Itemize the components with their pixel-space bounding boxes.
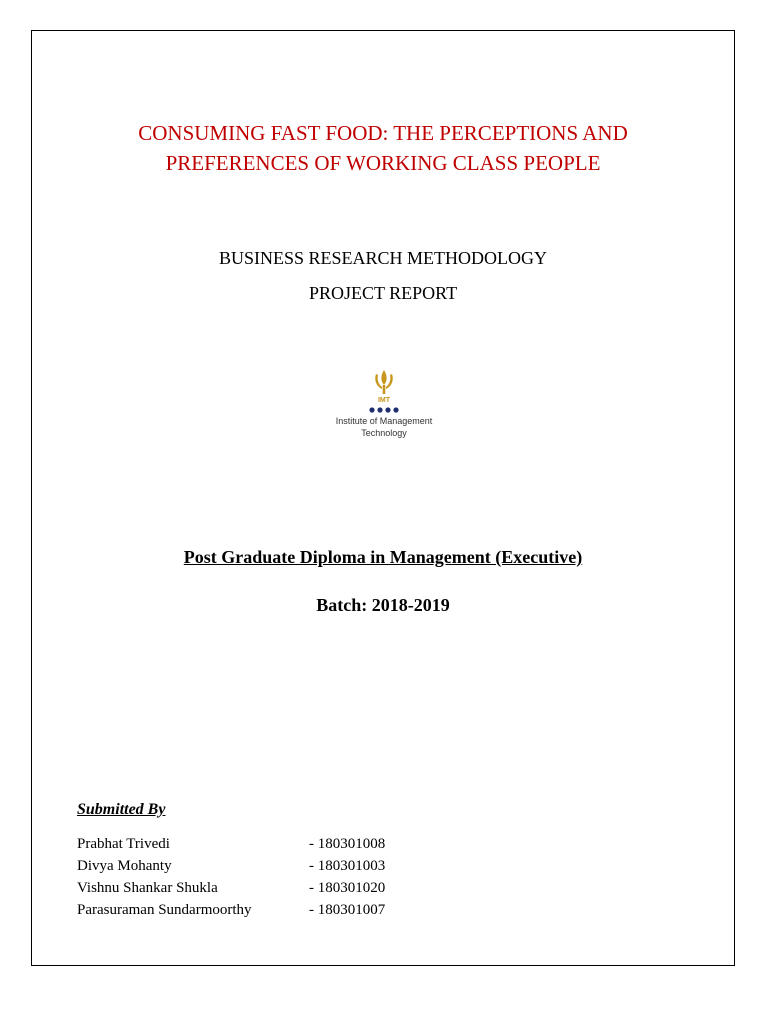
- program-name: Post Graduate Diploma in Management (Executive): [183, 547, 583, 567]
- imt-logo: [318, 366, 450, 444]
- course-name: BUSINESS RESEARCH METHODOLOGY: [218, 248, 548, 268]
- member-id: - 180301007: [309, 902, 386, 918]
- member-row: [77, 855, 477, 877]
- member-name: Vishnu Shankar Shukla: [77, 880, 218, 896]
- member-row: [77, 877, 477, 899]
- member-name: Prabhat Trivedi: [77, 836, 170, 852]
- member-name: Parasuraman Sundarmoorthy: [77, 902, 252, 918]
- member-name: Divya Mohanty: [77, 858, 172, 874]
- report-title: [31, 118, 735, 178]
- imt-emblem-icon: [318, 366, 450, 414]
- member-row: [77, 899, 477, 921]
- logo-text-line-1: Institute of Management: [335, 416, 433, 426]
- report-title-line-2: PREFERENCES OF WORKING CLASS PEOPLE: [165, 151, 601, 175]
- logo-abbreviation: IMT: [377, 397, 391, 404]
- logo-text-line-2: Technology: [361, 428, 407, 438]
- report-type: PROJECT REPORT: [308, 283, 458, 303]
- member-id: - 180301008: [309, 836, 386, 852]
- member-id: - 180301003: [309, 858, 386, 874]
- member-id: - 180301020: [309, 880, 386, 896]
- member-row: [77, 833, 477, 855]
- report-title-line-1: CONSUMING FAST FOOD: THE PERCEPTIONS AND: [138, 121, 628, 145]
- submitted-by-heading: Submitted By: [77, 801, 166, 818]
- batch-label: Batch: 2018-2019: [316, 595, 450, 615]
